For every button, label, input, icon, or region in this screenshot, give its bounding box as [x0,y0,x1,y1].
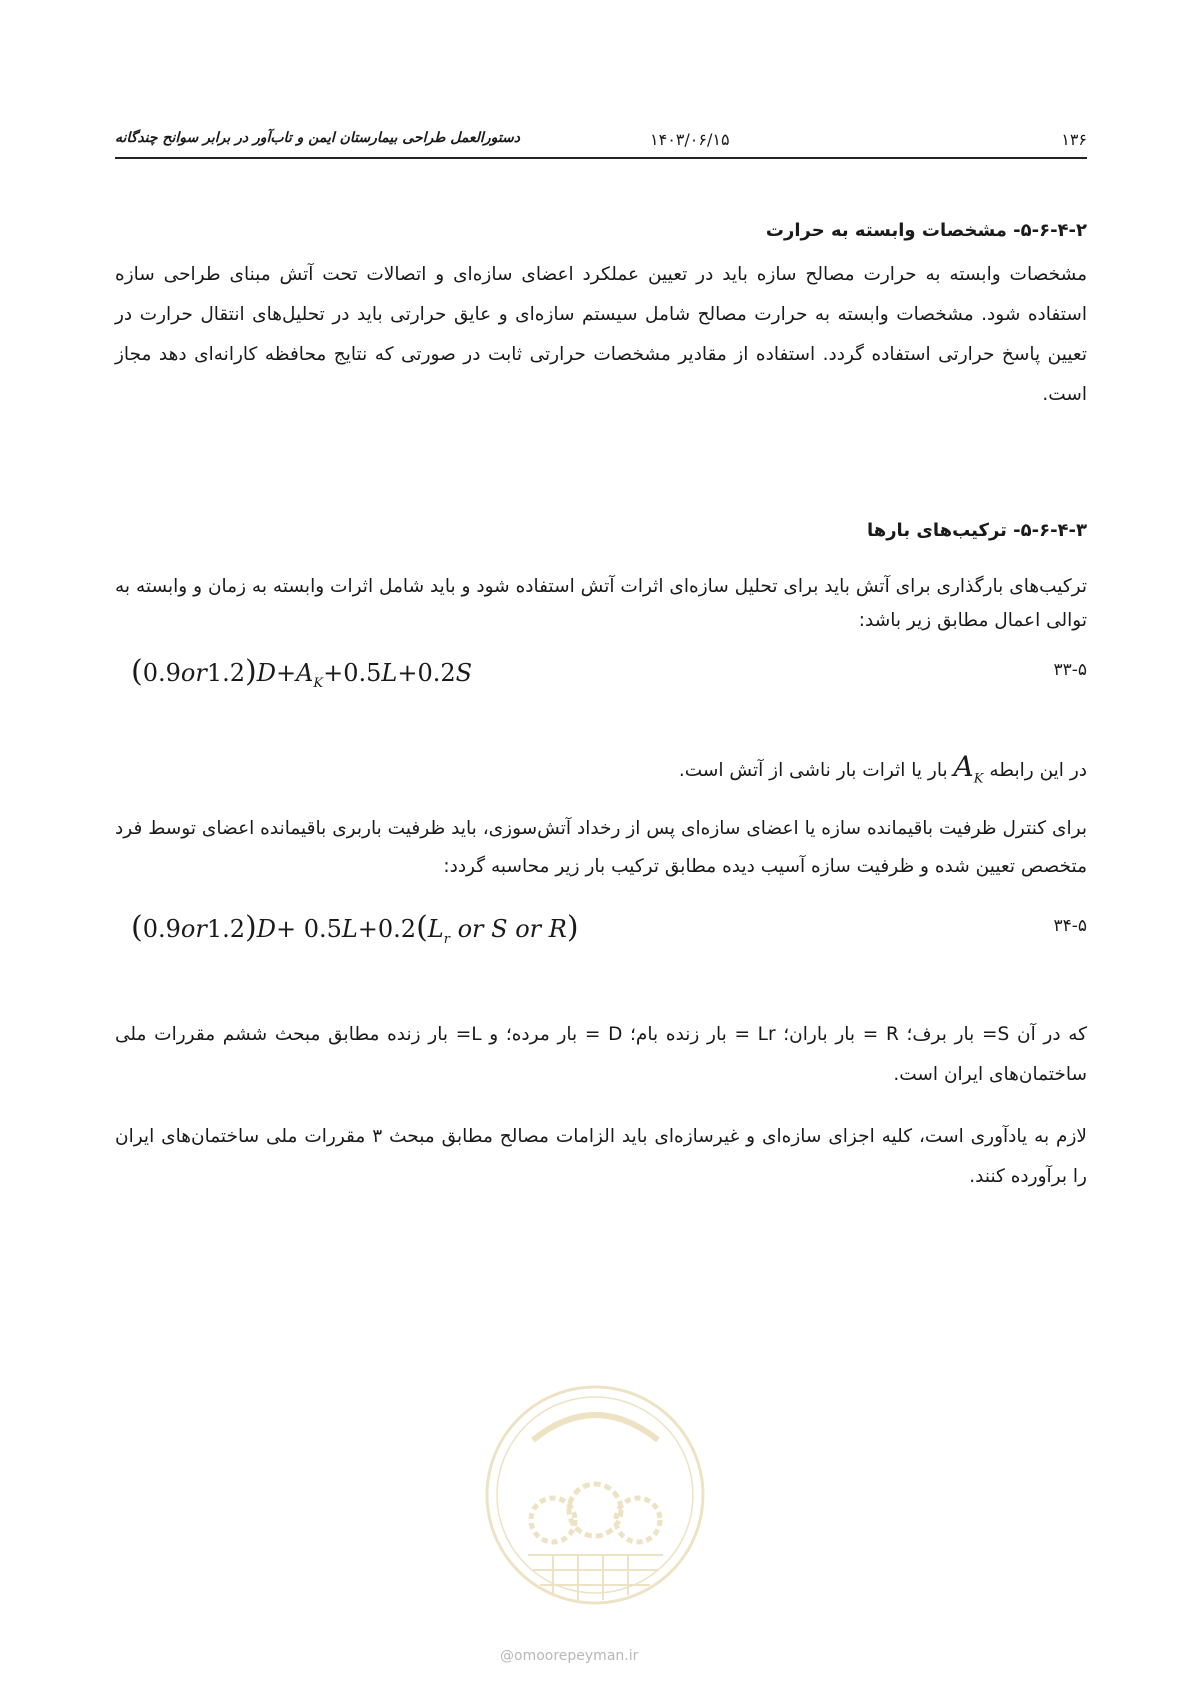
section-heading-heat: ۵-۶-۴-۲- مشخصات وابسته به حرارت [765,220,1087,241]
section-heading-loads: ۵-۶-۴-۳- ترکیب‌های بارها [866,520,1087,541]
equation-row-34 [115,910,1087,954]
ak-symbol: $A_K$ [953,750,984,787]
paragraph-closing: لازم به یادآوری است، کلیه اجزای سازه‌ای و غیرسازه‌ای باید الزامات مصالح مطابق مبحث ۳ مقررات ملی ساختمان‌های ایران را برآورده کنند. [115,1126,1087,1187]
page-number: ۱۳۶ [1061,130,1087,149]
watermark-logo [478,1370,713,1640]
paragraph-definitions: که در آن S= بار برف؛ R = بار باران؛ Lr = بار زنده بام؛ D = بار مرده؛ و L= بار زنده مطابق مبحث ششم مقررات ملی ساختمان‌های ایران است. [115,1024,1087,1085]
header-title: دستورالعمل طراحی بیمارستان ایمن و تاب‌آور در برابر سوانح چندگانه [115,130,521,146]
ak-definition [115,750,1087,787]
running-header [115,128,1087,154]
paragraph-loads-intro: ترکیب‌های بارگذاری برای آتش باید برای تحلیل سازه‌ای اثرات آتش استفاده شود و باید شامل اثرات وابسته به زمان و وابسته به توالی اعمال مطابق زیر باشد: [115,576,1087,631]
paragraph-heat: مشخصات وابسته به حرارت مصالح سازه باید در تعیین عملکرد اعضای سازه‌ای و اتصالات تحت آتش مبنای طراحی سازه استفاده شود. مشخصات وابسته به حرارت مصالح شامل سیستم سازه‌ای و عایق حرارتی باید در تحلیل‌های انتقال حرارت در تعیین پاسخ حرارتی استفاده گردد. استفاده از مقادیر مشخصات حرارتی ثابت در صورتی که نتایج محافظه کارانه‌ای دهد مجاز است. [115,264,1087,405]
ak-sentence-post: بار یا اثرات بار ناشی از آتش است. [678,760,948,781]
header-rule [115,157,1087,159]
paragraph-residual-capacity: برای کنترل ظرفیت باقیمانده سازه یا اعضای سازه‌ای پس از رخداد آتش‌سوزی، باید ظرفیت باربری باقیمانده اعضای توسط فرد متخصص تعیین شده و ظرفیت سازه آسیب دیده مطابق ترکیب بار زیر محاسبه گردد: [115,818,1087,877]
equation-row-33 [115,654,1087,698]
equation-33: $(0.9or1.2)D+A_K+0.5L+0.2S$ [131,654,473,691]
ak-sentence-pre: در این رابطه [989,760,1087,781]
equation-number-34: ۳۴-۵ [1053,916,1087,936]
watermark-url: @omoorepeyman.ir [500,1648,639,1664]
equation-34: $(0.9or1.2)D+ 0.5L+0.2(L_r$ or S or R) [131,910,579,947]
header-date: ۱۴۰۳/۰۶/۱۵ [650,130,730,149]
equation-number-33: ۳۳-۵ [1053,660,1087,680]
